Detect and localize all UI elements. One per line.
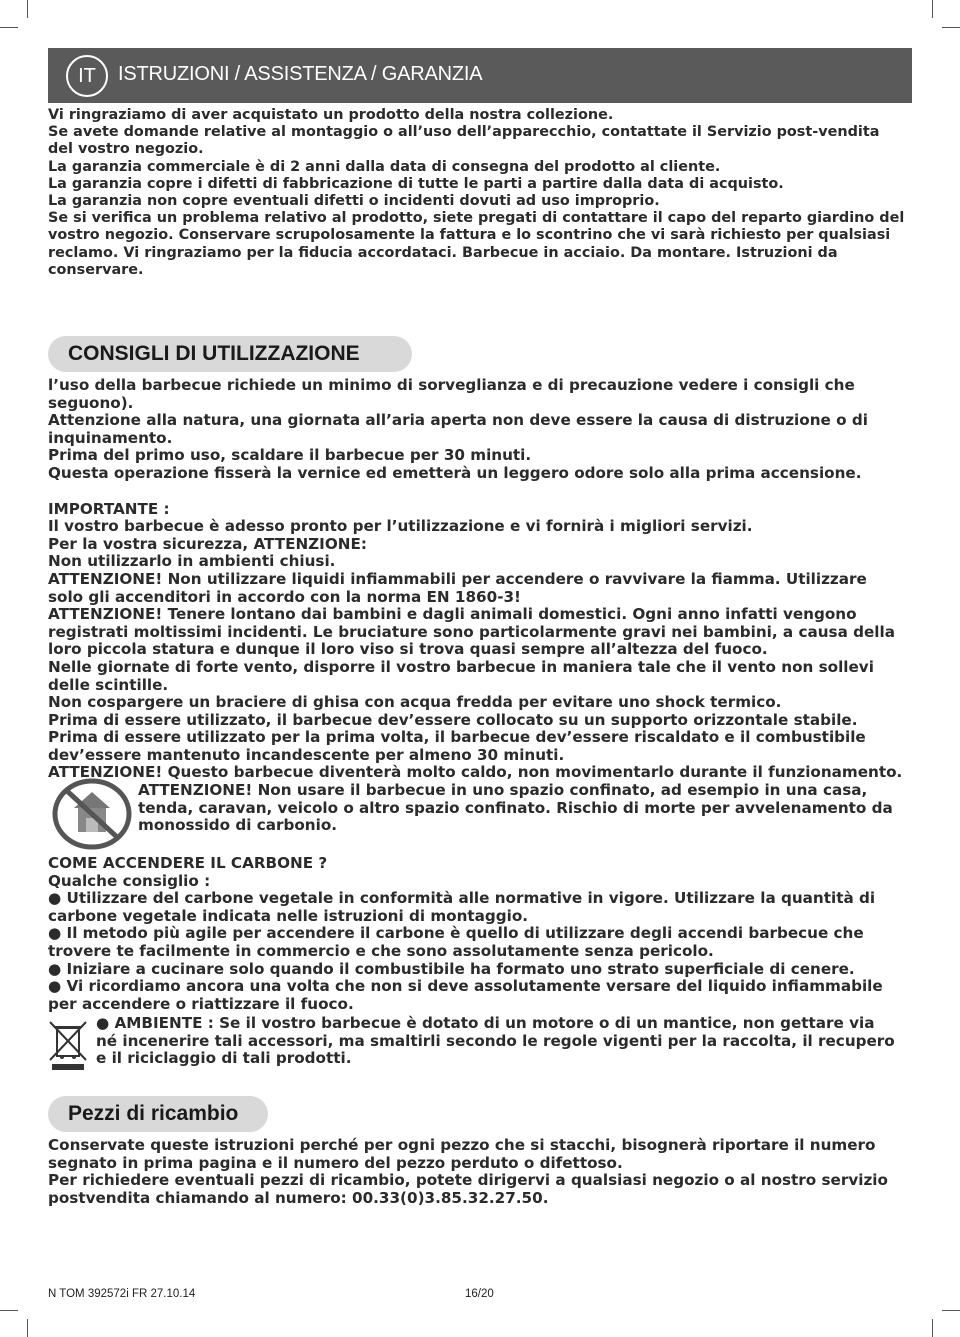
crop-mark bbox=[0, 1310, 18, 1311]
crop-mark bbox=[932, 0, 933, 18]
parts-line: Conservate queste istruzioni perché per ogni pezzo che si stacchi, bisognerà riportare il numero segnato in prima pagina e il numero del pezzo perduto o difettoso. bbox=[48, 1136, 876, 1172]
crop-mark bbox=[27, 0, 28, 18]
crop-mark bbox=[942, 27, 960, 28]
usage-line: Non cospargere un braciere di ghisa con acqua fredda per evitare uno shock termico. bbox=[48, 693, 782, 712]
lighting-line: Qualche consiglio : bbox=[48, 871, 211, 890]
lighting-line: COME ACCENDERE IL CARBONE ? bbox=[48, 854, 328, 872]
page-number: 16/20 bbox=[465, 1288, 494, 1300]
intro-line: La garanzia commerciale è di 2 anni dalla data di consegna del prodotto al cliente. bbox=[48, 158, 721, 175]
crossed-bin-icon bbox=[48, 1020, 88, 1072]
header-bar bbox=[48, 48, 912, 103]
usage-line: Prima di essere utilizzato per la prima volta, il barbecue dev’essere riscaldato e il combustibile dev’essere mantenuto incandescente per almeno 30 minuti. bbox=[48, 728, 866, 764]
usage-line: Per la vostra sicurezza, ATTENZIONE: bbox=[48, 534, 367, 553]
usage-line: Questa operazione fisserà la vernice ed emetterà un leggero odore solo alla prima accensione. bbox=[48, 463, 862, 482]
document-reference: N TOM 392572i FR 27.10.14 bbox=[48, 1288, 196, 1300]
intro-line: La garanzia copre i difetti di fabbricazione di tutte le parti a partire dalla data di acquisto. bbox=[48, 175, 784, 192]
intro-line: La garanzia non copre eventuali difetti o incidenti dovuti ad uso improprio. bbox=[48, 193, 660, 210]
usage-line: Non utilizzarlo in ambienti chiusi. bbox=[48, 552, 336, 571]
no-indoor-use-icon bbox=[52, 778, 132, 850]
intro-text bbox=[48, 107, 906, 279]
intro-line: Se si verifica un problema relativo al prodotto, siete pregati di contattare il capo del reparto giardino del vostro negozio. Conservare scrupolosamente la fattura e lo scontrino che vi sarà richiesto per qualsiasi reclamo. Vi ringraziamo per la fiducia accordataci. Barbecue in acciaio. Da montare. Istruzioni da conservare. bbox=[48, 210, 905, 278]
crop-mark bbox=[942, 1310, 960, 1311]
language-badge: IT bbox=[66, 55, 108, 97]
intro-line: Se avete domande relative al montaggio o all’uso dell’apparecchio, contattate il Servizio post-vendita del vostro negozio. bbox=[48, 124, 880, 158]
usage-line: Prima di essere utilizzato, il barbecue dev’essere collocato su un supporto orizzontale stabile. bbox=[48, 710, 858, 729]
crop-mark bbox=[0, 27, 18, 28]
usage-line: Prima del primo uso, scaldare il barbecue per 30 minuti. bbox=[48, 446, 532, 465]
usage-line: ATTENZIONE! Tenere lontano dai bambini e dagli animali domestici. Ogni anno infatti vengono registrati moltissimi incidenti. Le bruciature sono particolarmente gravi nei bambini, a causa della loro piccola statura e dunque il loro viso si trova quasi sempre all’altezza del fuoco. bbox=[48, 605, 895, 659]
section-heading-parts: Pezzi di ricambio bbox=[48, 1096, 268, 1132]
environment-text: ● AMBIENTE : Se il vostro barbecue è dotato di un motore o di un mantice, non gettare via né incenerire tali accessori, ma smaltirli secondo le regole vigenti per la raccolta, il recupero e il riciclaggio di tali prodotti. bbox=[96, 1014, 895, 1068]
usage-line: l’uso della barbecue richiede un minimo di sorveglianza e di precauzione vedere i consigli che seguono). bbox=[48, 376, 855, 412]
warning-text: ATTENZIONE! Non usare il barbecue in uno spazio confinato, ad esempio in una casa, tenda, caravan, veicolo o altro spazio confinato. Rischio di morte per avvelenamento da monossido di carbonio. bbox=[138, 781, 893, 835]
usage-line: IMPORTANTE : bbox=[48, 499, 170, 518]
page-title: ISTRUZIONI / ASSISTENZA / GARANZIA bbox=[118, 63, 483, 85]
crop-mark bbox=[932, 1319, 933, 1337]
lighting-line: ● Vi ricordiamo ancora una volta che non si deve assolutamente versare del liquido infiammabile per accendere o riattizzare il fuoco. bbox=[48, 977, 883, 1013]
parts-text bbox=[48, 1137, 906, 1207]
intro-line: Vi ringraziamo di aver acquistato un prodotto della nostra collezione. bbox=[48, 107, 614, 123]
section-heading-usage: CONSIGLI DI UTILIZZAZIONE bbox=[48, 336, 412, 372]
usage-line: ATTENZIONE! Non utilizzare liquidi infiammabili per accendere o ravvivare la fiamma. Utilizzare solo gli accenditori in accordo con la norma EN 1860-3! bbox=[48, 569, 867, 606]
usage-line: ATTENZIONE! Questo barbecue diventerà molto caldo, non movimentarlo durante il funzionamento. bbox=[48, 763, 903, 782]
lighting-line: ● Il metodo più agile per accendere il carbone è quello di utilizzare degli accendi barbecue che trovere te facilmente in commercio e che sono assolutamente senza pericolo. bbox=[48, 924, 864, 960]
lighting-line: ● Utilizzare del carbone vegetale in conformità alle normative in vigore. Utilizzare la quantità di carbone vegetale indicata nelle istruzioni di montaggio. bbox=[48, 889, 876, 925]
crop-mark bbox=[27, 1319, 28, 1337]
usage-text bbox=[48, 377, 906, 782]
usage-line: Nelle giornate di forte vento, disporre il vostro barbecue in maniera tale che il vento non sollevi delle scintille. bbox=[48, 657, 874, 694]
lighting-line: ● Iniziare a cucinare solo quando il combustibile ha formato uno strato superficiale di cenere. bbox=[48, 959, 855, 978]
lighting-text bbox=[48, 855, 906, 1013]
usage-line: Il vostro barbecue è adesso pronto per l’utilizzazione e vi fornirà i migliori servizi. bbox=[48, 517, 753, 536]
parts-line: Per richiedere eventuali pezzi di ricambio, potete dirigervi a qualsiasi negozio o al nostro servizio postvendita chiamando al numero: 00.33(0)3.85.32.27.50. bbox=[48, 1171, 888, 1207]
usage-line: Attenzione alla natura, una giornata all’aria aperta non deve essere la causa di distruzione o di inquinamento. bbox=[48, 411, 868, 447]
